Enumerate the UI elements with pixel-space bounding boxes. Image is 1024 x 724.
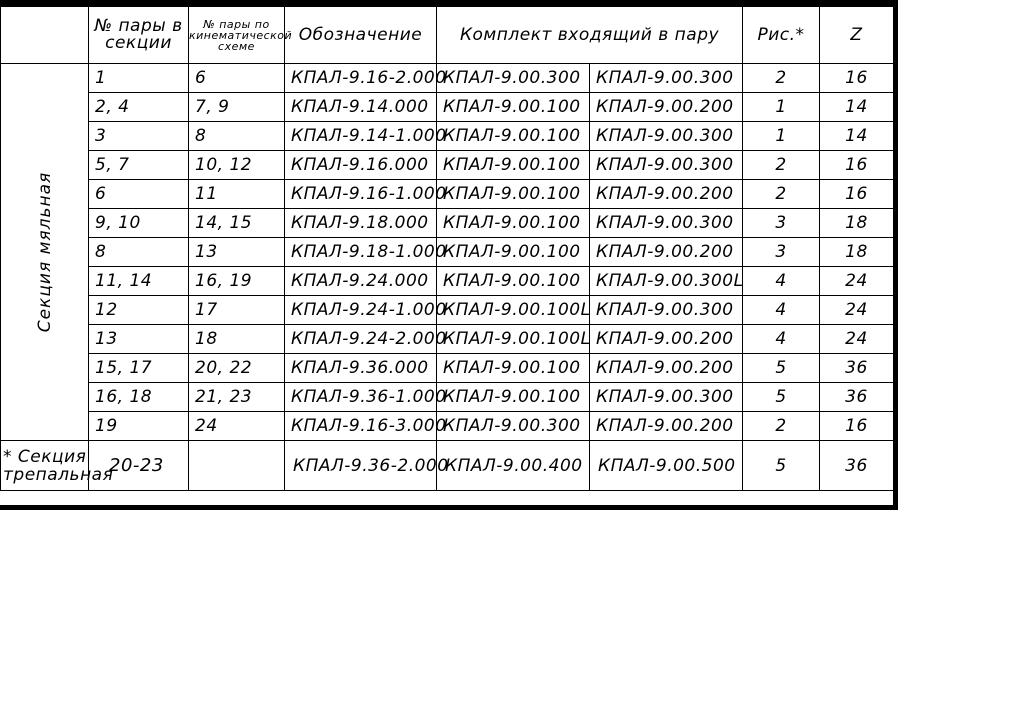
table-row — [1, 151, 894, 180]
cell-fig: 5 — [743, 441, 820, 491]
cell-kit2: КПАЛ-9.00.200 — [590, 238, 743, 267]
cell-kit1: КПАЛ-9.00.100L — [437, 296, 590, 325]
cell-pair: 3 — [89, 122, 189, 151]
cell-kit2: КПАЛ-9.00.500 — [590, 441, 743, 491]
scutching-section-label — [1, 441, 114, 491]
cell-kit1: КПАЛ-9.00.100 — [437, 209, 590, 238]
cell-kit1: КПАЛ-9.00.100 — [437, 180, 590, 209]
cell-kit1: КПАЛ-9.00.100 — [437, 267, 590, 296]
gear-pairs-table — [0, 6, 894, 491]
cell-kit2: КПАЛ-9.00.200 — [590, 354, 743, 383]
table-row — [1, 180, 894, 209]
cell-fig: 3 — [743, 209, 820, 238]
header-designation: Обозначение — [285, 7, 437, 64]
header-pair-in-section-line-2: секции — [105, 33, 172, 53]
cell-pair: 1 — [89, 64, 189, 93]
cell-z: 18 — [820, 209, 894, 238]
cell-z: 16 — [820, 151, 894, 180]
cell-code: КПАЛ-9.36-1.000 — [285, 383, 437, 412]
cell-code: КПАЛ-9.16.000 — [285, 151, 437, 180]
cell-code: КПАЛ-9.36-2.000 — [285, 441, 437, 491]
cell-fig: 2 — [743, 64, 820, 93]
cell-kit2: КПАЛ-9.00.300 — [590, 64, 743, 93]
table-row — [1, 93, 894, 122]
cell-kit1: КПАЛ-9.00.100 — [437, 383, 590, 412]
cell-kit1: КПАЛ-9.00.100L — [437, 325, 590, 354]
cell-z: 18 — [820, 238, 894, 267]
header-pair-in-kinematic-line-2: кинематической — [189, 28, 293, 42]
cell-code: КПАЛ-9.18.000 — [285, 209, 437, 238]
cell-kin: 14, 15 — [189, 209, 285, 238]
table-row — [1, 383, 894, 412]
cell-kit2: КПАЛ-9.00.200 — [590, 412, 743, 441]
cell-kin: 17 — [189, 296, 285, 325]
table-row — [1, 64, 894, 93]
cell-kit2: КПАЛ-9.00.200 — [590, 93, 743, 122]
cell-fig: 1 — [743, 93, 820, 122]
cell-pair: 6 — [89, 180, 189, 209]
table-row — [1, 412, 894, 441]
cell-kin: 13 — [189, 238, 285, 267]
table-row-scutching — [1, 441, 894, 491]
cell-pair: 12 — [89, 296, 189, 325]
cell-kit1: КПАЛ-9.00.400 — [437, 441, 590, 491]
cell-fig: 5 — [743, 354, 820, 383]
cell-z: 16 — [820, 180, 894, 209]
cell-code: КПАЛ-9.24-2.000 — [285, 325, 437, 354]
cell-kit2: КПАЛ-9.00.300 — [590, 383, 743, 412]
cell-fig: 3 — [743, 238, 820, 267]
table-row — [1, 296, 894, 325]
cell-fig: 2 — [743, 151, 820, 180]
cell-z: 36 — [820, 383, 894, 412]
cell-code: КПАЛ-9.24-1.000 — [285, 296, 437, 325]
cell-kit2: КПАЛ-9.00.200 — [590, 325, 743, 354]
cell-kin: 18 — [189, 325, 285, 354]
cell-kit1: КПАЛ-9.00.300 — [437, 64, 590, 93]
cell-code: КПАЛ-9.18-1.000 — [285, 238, 437, 267]
cell-kin: 16, 19 — [189, 267, 285, 296]
cell-kit1: КПАЛ-9.00.300 — [437, 412, 590, 441]
header-z: Z — [820, 7, 894, 64]
cell-z: 24 — [820, 267, 894, 296]
header-pair-in-section — [89, 7, 189, 64]
header-kit: Комплект входящий в пару — [437, 7, 743, 64]
cell-code: КПАЛ-9.16-1.000 — [285, 180, 437, 209]
cell-kin: 11 — [189, 180, 285, 209]
cell-z: 16 — [820, 412, 894, 441]
cell-kit1: КПАЛ-9.00.100 — [437, 354, 590, 383]
cell-kin: 21, 23 — [189, 383, 285, 412]
table-row — [1, 354, 894, 383]
header-corner — [1, 7, 89, 64]
table-row — [1, 238, 894, 267]
cell-kin: 7, 9 — [189, 93, 285, 122]
table-row — [1, 122, 894, 151]
cell-fig: 1 — [743, 122, 820, 151]
cell-code: КПАЛ-9.14-1.000 — [285, 122, 437, 151]
cell-pair: 8 — [89, 238, 189, 267]
cell-pair: 16, 18 — [89, 383, 189, 412]
scutching-section-label-line: * Секция — [3, 446, 87, 467]
cell-fig: 2 — [743, 180, 820, 209]
cell-z: 36 — [820, 354, 894, 383]
cell-kin: 8 — [189, 122, 285, 151]
cell-kit2: КПАЛ-9.00.300 — [590, 296, 743, 325]
header-row — [1, 7, 894, 64]
cell-pair: 19 — [89, 412, 189, 441]
cell-pair: 11, 14 — [89, 267, 189, 296]
cell-fig: 4 — [743, 325, 820, 354]
cell-kin: 6 — [189, 64, 285, 93]
cell-code: КПАЛ-9.24.000 — [285, 267, 437, 296]
cell-kit2: КПАЛ-9.00.300 — [590, 151, 743, 180]
cell-kit2: КПАЛ-9.00.300 — [590, 122, 743, 151]
table-row — [1, 267, 894, 296]
header-pair-in-section-line-1: № пары в — [94, 16, 183, 36]
cell-fig: 4 — [743, 296, 820, 325]
cell-code: КПАЛ-9.14.000 — [285, 93, 437, 122]
cell-kin: 10, 12 — [189, 151, 285, 180]
cell-fig: 2 — [743, 412, 820, 441]
cell-fig: 5 — [743, 383, 820, 412]
cell-z: 36 — [820, 441, 894, 491]
cell-kit1: КПАЛ-9.00.100 — [437, 93, 590, 122]
section-label-cell — [1, 64, 89, 441]
cell-z: 14 — [820, 122, 894, 151]
cell-kin — [189, 441, 285, 491]
header-pair-in-kinematic-line-1: № пары по — [203, 17, 270, 31]
scutching-section-label-line: трепальная — [3, 464, 114, 485]
cell-kin: 20, 22 — [189, 354, 285, 383]
table-row — [1, 209, 894, 238]
cell-kit2: КПАЛ-9.00.300 — [590, 209, 743, 238]
cell-pair: 2, 4 — [89, 93, 189, 122]
cell-kit2: КПАЛ-9.00.300L — [590, 267, 743, 296]
cell-kin: 24 — [189, 412, 285, 441]
cell-kit1: КПАЛ-9.00.100 — [437, 238, 590, 267]
cell-pair: 9, 10 — [89, 209, 189, 238]
header-pair-in-kinematic — [189, 7, 293, 64]
cell-pair: 5, 7 — [89, 151, 189, 180]
header-pair-in-kinematic-line-3: схеме — [218, 39, 255, 53]
cell-code: КПАЛ-9.36.000 — [285, 354, 437, 383]
cell-pair: 15, 17 — [89, 354, 189, 383]
cell-code: КПАЛ-9.16-2.000 — [285, 64, 437, 93]
cell-pair: 13 — [89, 325, 189, 354]
cell-z: 24 — [820, 325, 894, 354]
section-label: Секция мяльная — [34, 171, 55, 333]
cell-z: 14 — [820, 93, 894, 122]
cell-pair: 20-23 — [89, 441, 189, 491]
cell-fig: 4 — [743, 267, 820, 296]
table-row — [1, 325, 894, 354]
cell-kit1: КПАЛ-9.00.100 — [437, 151, 590, 180]
cell-kit2: КПАЛ-9.00.200 — [590, 180, 743, 209]
header-fig: Рис.* — [743, 7, 820, 64]
cell-code: КПАЛ-9.16-3.000 — [285, 412, 437, 441]
cell-z: 16 — [820, 64, 894, 93]
cell-z: 24 — [820, 296, 894, 325]
cell-kit1: КПАЛ-9.00.100 — [437, 122, 590, 151]
